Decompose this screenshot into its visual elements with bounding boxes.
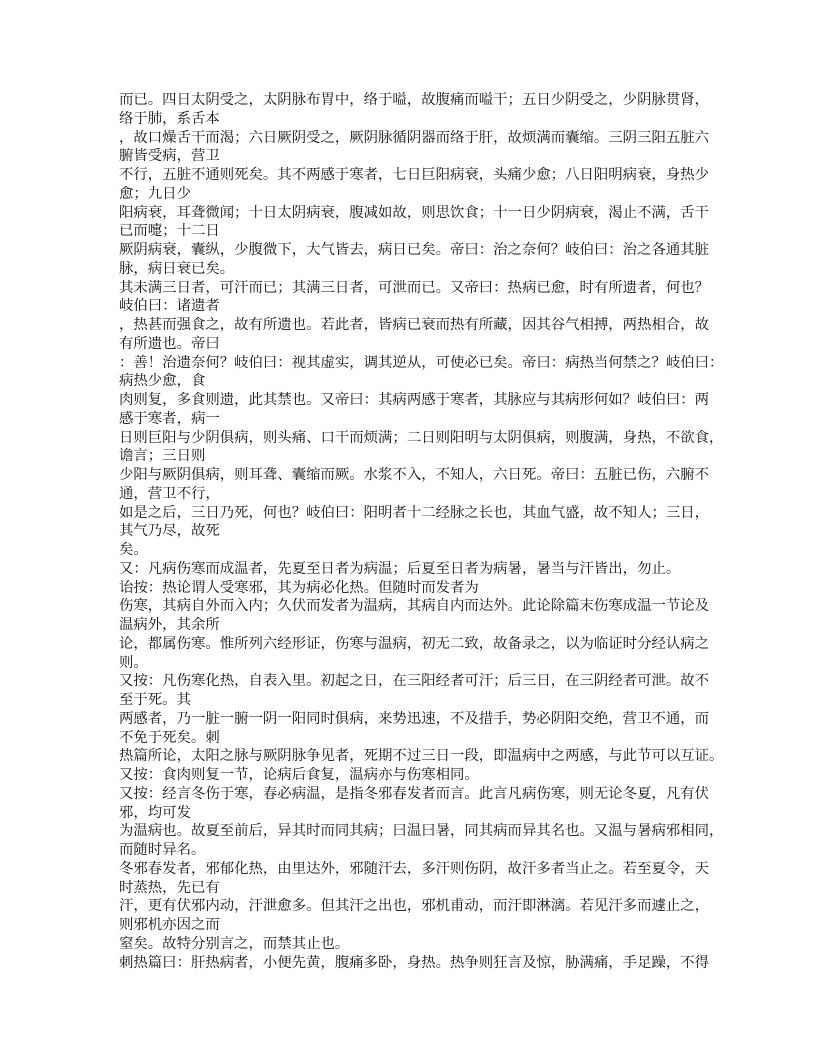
text-line: 肉则复，多食则遗，此其禁也。又帝曰：其病两感于寒者，其脉应与其病形何如？岐伯曰：两 — [119, 392, 710, 408]
document-page — [119, 91, 724, 991]
text-line: 愈；九日少 — [119, 185, 191, 202]
text-line: 热篇所论，太阳之脉与厥阴脉争见者，死期不过三日一段，即温病中之两感，与此节可以互证。 — [119, 748, 724, 765]
text-line: 两感者，乃一脏一腑一阴一阳同时俱病，来势迅速，不及措手，势必阴阳交绝，营卫不通，而 — [119, 710, 710, 727]
text-line: 谵言；三日则 — [119, 448, 206, 465]
text-line: 不免于死矣。刺 — [119, 729, 220, 746]
text-line: 厥阴病衰，囊纵，少腹微下，大气皆去，病日已矣。帝曰：治之奈何？岐伯曰：治之各通其脏 — [119, 242, 710, 258]
text-line: 则。 — [119, 654, 148, 671]
text-line: 而已。四日太阴受之，太阴脉布胃中，络于嗌，故腹痛而嗌干；五日少阴受之，少阴脉贯肾， — [119, 92, 710, 108]
text-line: 已而嚏；十二日 — [119, 223, 220, 240]
text-line: ，热甚而强食之，故有所遗也。若此者，皆病已衰而热有所藏，因其谷气相搏，两热相合，故 — [119, 317, 710, 333]
text-line: 又：凡病伤寒而成温者，先夏至日者为病温；后夏至日者为病暑，暑当与汗皆出，勿止。 — [119, 560, 681, 577]
text-line: 诒按：热论谓人受寒邪，其为病必化热。但随时而发者为 — [119, 579, 479, 596]
text-line: 日则巨阳与少阴俱病，则头痛、口干而烦满；二日则阳明与太阴俱病，则腹满，身热，不欲食， — [119, 429, 724, 446]
text-line: 至于死。其 — [119, 692, 191, 708]
text-line: 病热少愈，食 — [119, 373, 206, 390]
text-line: 有所遗也。帝曰 — [119, 335, 220, 352]
text-line: 又按：凡伤寒化热，自表入里。初起之日，在三阳经者可汗；后三日，在三阴经者可泄。故不 — [119, 673, 710, 690]
text-line: 阳病衰，耳聋微闻；十日太阴病衰，腹减如故，则思饮食；十一日少阴病衰，渴止不满，舌干 — [119, 204, 710, 221]
text-line: 其未满三日者，可汗而已；其满三日者，可泄而已。又帝曰：热病已愈，时有所遗者，何也？ — [119, 279, 710, 296]
text-line: 窒矣。故特分别言之，而禁其止也。 — [119, 935, 350, 952]
text-line: 温病外，其余所 — [119, 617, 220, 633]
text-line: 如是之后，三日乃死，何也？岐伯曰：阳明者十二经脉之长也，其血气盛，故不知人；三日， — [119, 504, 710, 521]
text-line: 刺热篇曰：肝热病者，小便先黄，腹痛多卧，身热。热争则狂言及惊，胁满痛，手足躁，不得 — [119, 954, 710, 971]
text-line: 通，营卫不行， — [119, 485, 220, 502]
text-line: ，故口燥舌干而渴；六日厥阴受之，厥阴脉循阴器而络于肝，故烦满而囊缩。三阴三阳五脏六 — [119, 129, 710, 146]
text-line: 论，都属伤寒。惟所列六经形证，伤寒与温病，初无二致，故备录之，以为临证时分经认病之 — [119, 635, 710, 652]
text-line: 岐伯曰：诸遗者 — [119, 298, 220, 315]
text-line: 络于肺，系舌本 — [119, 110, 220, 127]
text-line: 冬邪春发者，邪郁化热，由里达外，邪随汗去，多汗则伤阴，故汗多者当止之。若至夏令，天 — [119, 860, 710, 877]
text-line: 脉，病日衰已矣。 — [119, 260, 235, 277]
text-line: ：善！治遗奈何？岐伯曰：视其虚实，调其逆从，可使必已矣。帝曰：病热当何禁之？岐伯曰： — [119, 354, 724, 371]
text-line: 矣。 — [119, 542, 148, 558]
text-line — [119, 972, 709, 991]
text-line: 不行，五脏不通则死矣。其不两感于寒者，七日巨阳病衰，头痛少愈；八日阳明病衰，身热少 — [119, 167, 710, 183]
text-line: 腑皆受病，营卫 — [119, 148, 220, 165]
text-line: 汗，更有伏邪内动，汗泄愈多。但其汗之出也，邪机甫动，而汗即淋漓。若见汗多而遽止之， — [119, 898, 710, 915]
text-line: 伤寒，其病自外而入内；久伏而发者为温病，其病自内而达外。此论除篇末伤寒成温一节论及 — [119, 598, 710, 615]
text-line: 又按：食肉则复一节，论病后食复，温病亦与伤寒相同。 — [119, 767, 479, 783]
text-line: 感于寒者，病一 — [119, 410, 220, 427]
text-line: 又按：经言冬伤于寒，春必病温，是指冬邪春发者而言。此言凡病伤寒，则无论冬夏，凡有伏 — [119, 785, 710, 802]
text-line: 少阳与厥阴俱病，则耳聋、囊缩而厥。水浆不入，不知人，六日死。帝曰：五脏已伤，六腑不 — [119, 467, 710, 483]
text-line: 为温病也。故夏至前后，异其时而同其病；曰温曰暑，同其病而异其名也。又温与暑病邪相同， — [119, 823, 724, 840]
text-line: 时蒸热，先已有 — [119, 879, 220, 896]
text-line: 而随时异名。 — [119, 842, 206, 858]
text-line: 邪，均可发 — [119, 804, 191, 821]
text-line: 则邪机亦因之而 — [119, 917, 220, 933]
text-line: 其气乃尽，故死 — [119, 523, 220, 540]
